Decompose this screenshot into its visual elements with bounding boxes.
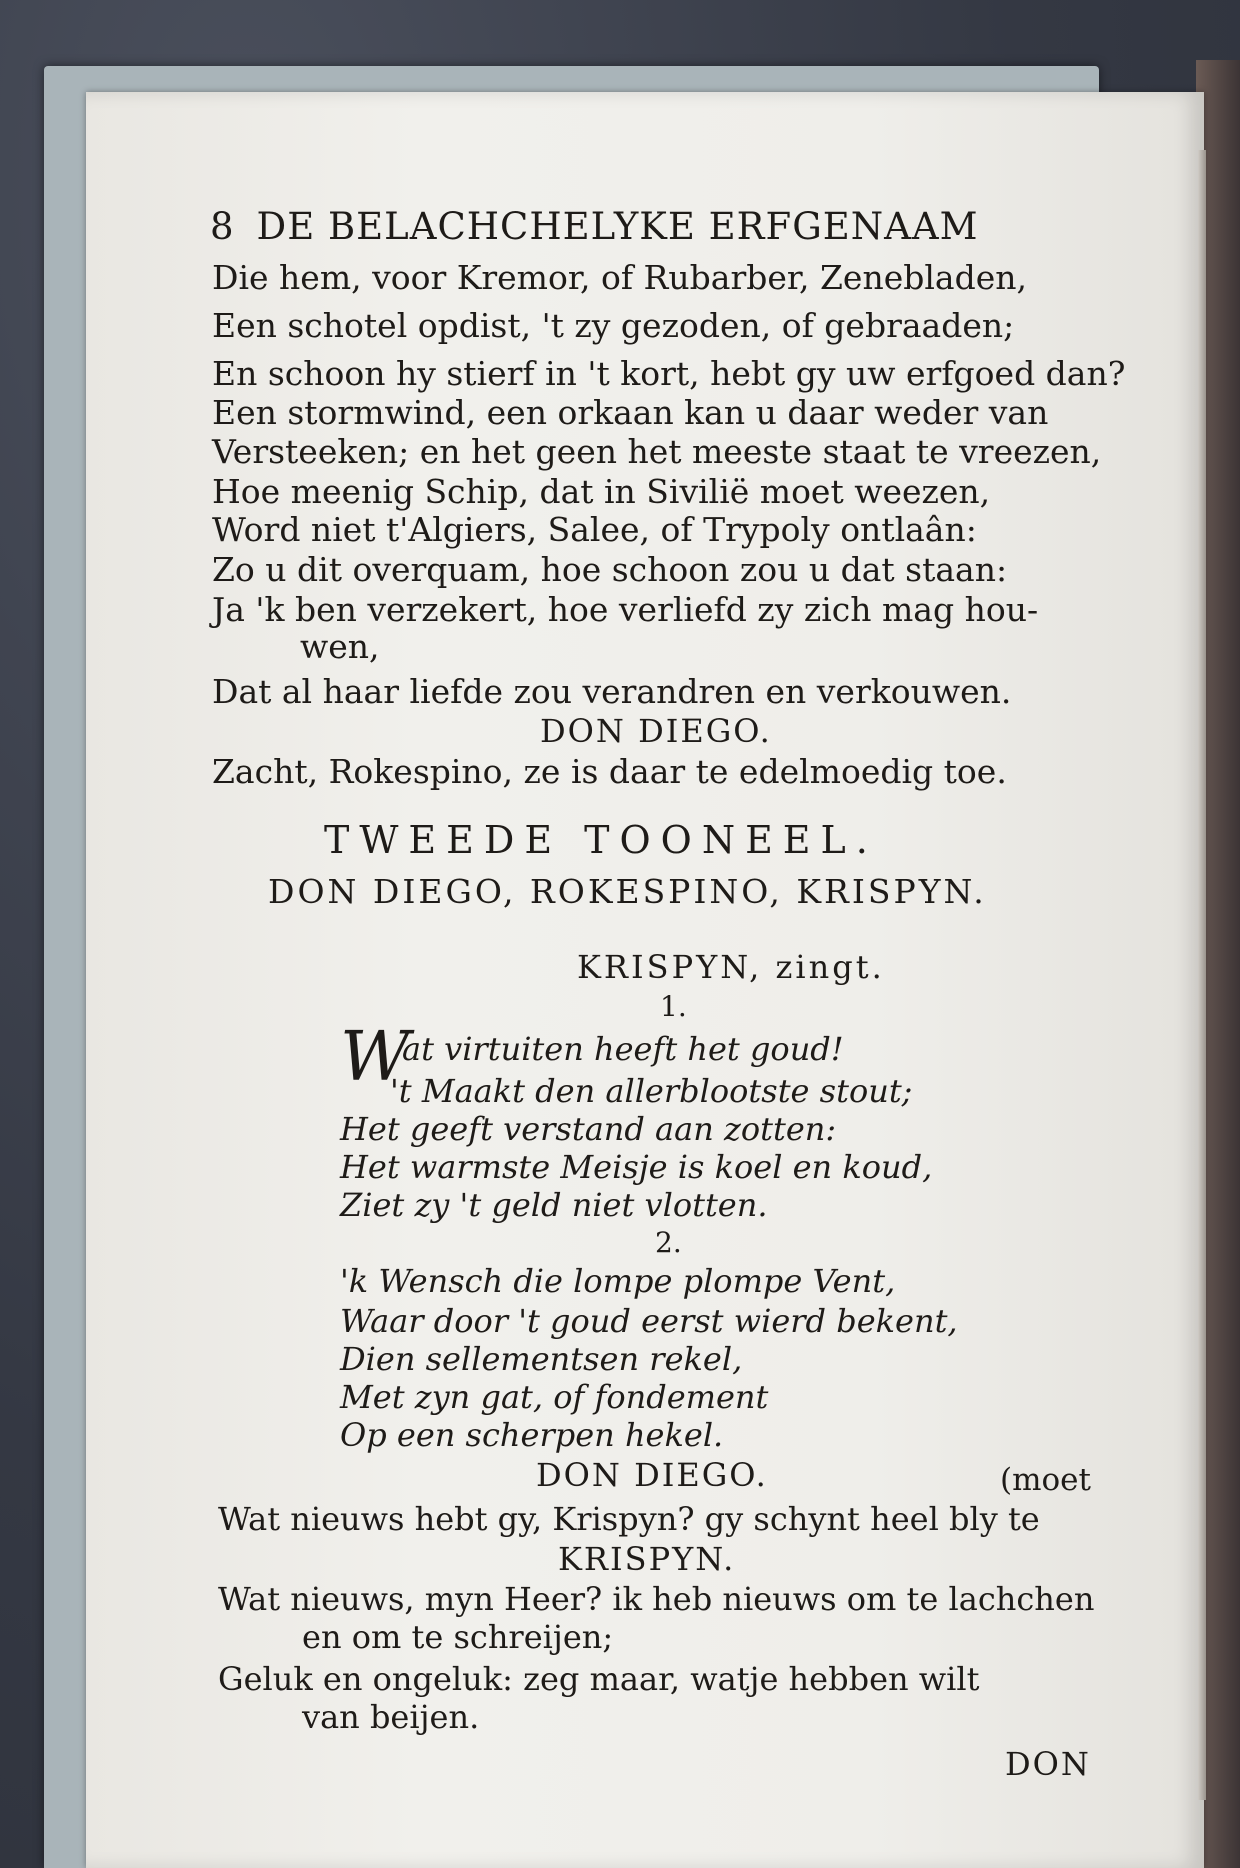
song-line: Waar door 't goud eerst wierd bekent, xyxy=(340,1302,958,1340)
verse-line: Een stormwind, een orkaan kan u daar weder van xyxy=(212,393,1049,432)
catchword: DON xyxy=(1005,1745,1091,1783)
running-title: DE BELACHCHELYKE ERFGENAAM xyxy=(256,205,979,248)
dialogue-line: en om te schreijen; xyxy=(302,1618,614,1656)
speaker-name: DON DIEGO. xyxy=(536,1456,768,1494)
song-line: Ziet zy 't geld niet vlotten. xyxy=(340,1186,768,1224)
page-number: 8 xyxy=(210,205,235,248)
verse-line: wen, xyxy=(300,627,380,666)
verse-line: Hoe meenig Schip, dat in Sivilië moet weezen, xyxy=(212,472,991,511)
overflow-word: (moet xyxy=(1000,1462,1091,1498)
stanza-number: 1. xyxy=(660,990,687,1023)
song-line: 'k Wensch die lompe plompe Vent, xyxy=(340,1262,896,1300)
verse-line: Ja 'k ben verzekert, hoe verliefd zy zich mag hou- xyxy=(212,590,1039,629)
verse-line: Word niet t'Algiers, Salee, of Trypoly ontlaân: xyxy=(212,510,977,549)
song-line: at virtuiten heeft het goud! xyxy=(402,1030,844,1068)
verse-line: Dat al haar liefde zou verandren en verkouwen. xyxy=(212,672,1012,711)
dialogue-line: Wat nieuws, myn Heer? ik heb nieuws om te lachchen xyxy=(218,1580,1095,1618)
dialogue-line: Wat nieuws hebt gy, Krispyn? gy schynt heel bly te xyxy=(218,1500,1040,1538)
verse-line: En schoon hy stierf in 't kort, hebt gy uw erfgoed dan? xyxy=(212,354,1126,393)
song-line: Het warmste Meisje is koel en koud, xyxy=(340,1148,933,1186)
song-heading: KRISPYN, zingt. xyxy=(577,948,885,986)
dialogue-line: van beijen. xyxy=(302,1698,480,1736)
speaker-name: KRISPYN. xyxy=(558,1540,736,1578)
scene-cast: DON DIEGO, ROKESPINO, KRISPYN. xyxy=(268,872,987,911)
verse-line: Die hem, voor Kremor, of Rubarber, Zenebladen, xyxy=(212,258,1027,297)
song-line: Op een scherpen hekel. xyxy=(340,1416,724,1454)
verse-line: Een schotel opdist, 't zy gezoden, of gebraaden; xyxy=(212,306,1015,345)
song-line: Dien sellementsen rekel, xyxy=(340,1340,743,1378)
song-line: Met zyn gat, of fondement xyxy=(340,1378,769,1416)
drop-cap: W xyxy=(340,1018,410,1097)
song-line: 't Maakt den allerblootste stout; xyxy=(390,1072,913,1110)
dialogue-line: Zacht, Rokespino, ze is daar te edelmoedig toe. xyxy=(212,752,1007,791)
speaker-name: DON DIEGO. xyxy=(540,712,772,750)
verse-line: Zo u dit overquam, hoe schoon zou u dat staan: xyxy=(212,550,1008,589)
verse-line: Versteeken; en het geen het meeste staat te vreezen, xyxy=(212,432,1102,471)
dialogue-line: Geluk en ongeluk: zeg maar, watje hebben wilt xyxy=(218,1660,980,1698)
page-gutter xyxy=(1198,150,1206,1800)
song-line: Het geeft verstand aan zotten: xyxy=(340,1110,837,1148)
running-head xyxy=(210,205,978,248)
stanza-number: 2. xyxy=(655,1226,682,1259)
scene-title: TWEEDE TOONEEL. xyxy=(324,818,878,862)
